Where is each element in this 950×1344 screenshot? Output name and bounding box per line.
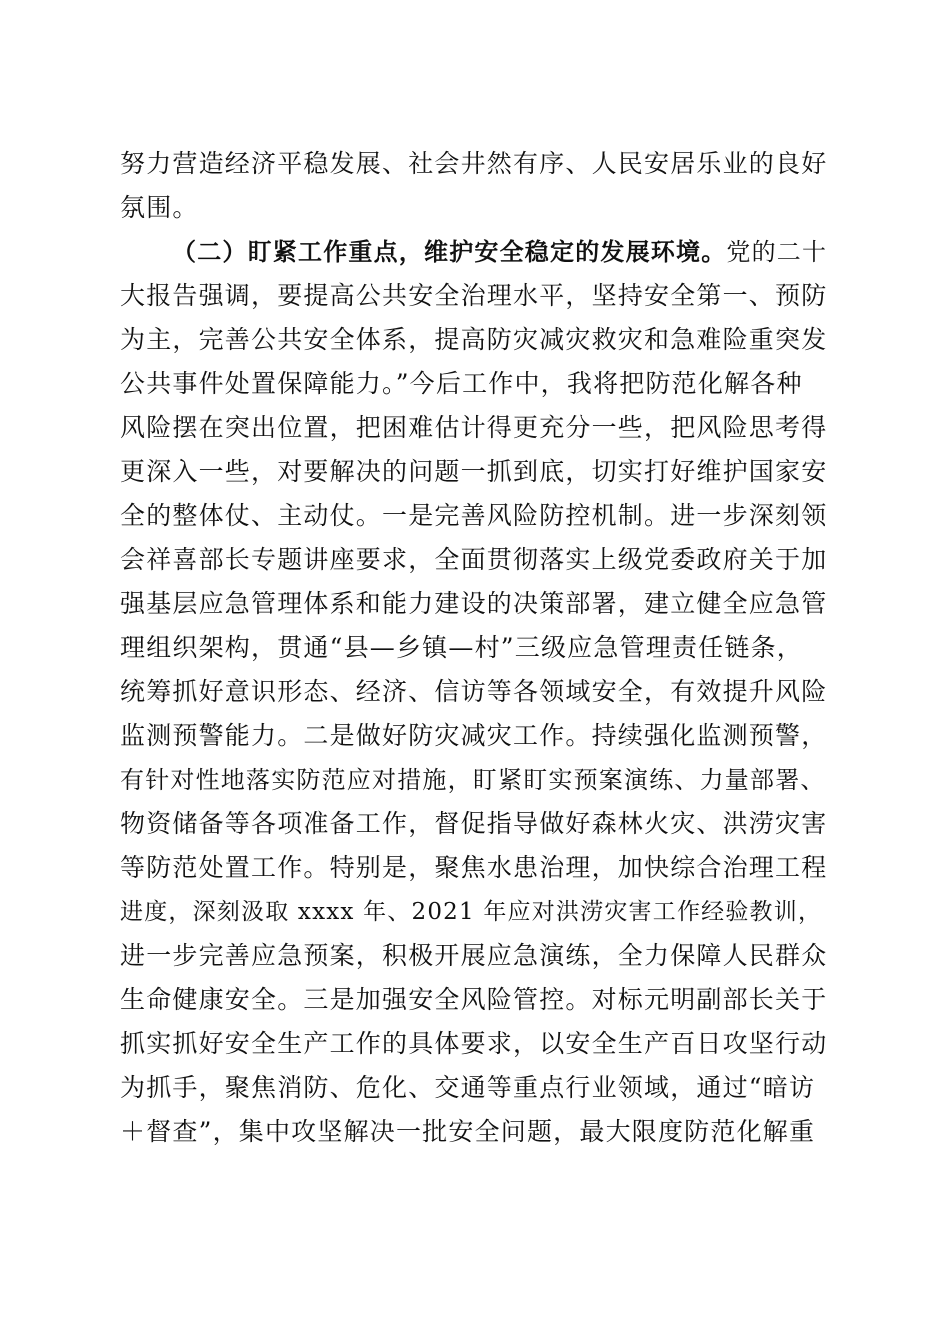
section-heading-line	[172, 230, 830, 274]
text-line: 理组织架构，贯通“县—乡镇—村”三级应急管理责任链条，	[120, 633, 803, 662]
text-line: 监测预警能力。二是做好防灾减灾工作。持续强化监测预警，	[120, 721, 828, 750]
text-line: 进一步完善应急预案，积极开展应急演练，全力保障人民群众	[120, 941, 828, 970]
text-line: ＋督查”，集中攻坚解决一批安全问题，最大限度防范化解重	[120, 1117, 816, 1146]
text-line: 进度，深刻汲取 xxxx 年、2021 年应对洪涝灾害工作经验教训，	[120, 899, 823, 925]
text-line: 强基层应急管理体系和能力建设的决策部署，建立健全应急管	[120, 589, 828, 618]
text-line: 更深入一些，对要解决的问题一抓到底，切实打好维护国家安	[120, 457, 828, 486]
text-line: 为主，完善公共安全体系，提高防灾减灾救灾和急难险重突发	[120, 325, 828, 354]
text-line: 努力营造经济平稳发展、社会井然有序、人民安居乐业的良好	[120, 149, 828, 178]
text-line: 物资储备等各项准备工作，督促指导做好森林火灾、洪涝灾害	[120, 809, 828, 838]
text-line: 会祥喜部长专题讲座要求，全面贯彻落实上级党委政府关于加	[120, 545, 828, 574]
text-line: 大报告强调，要提高公共安全治理水平，坚持安全第一、预防	[120, 281, 828, 310]
text-line: 公共事件处置保障能力。”今后工作中，我将把防范化解各种	[120, 369, 803, 398]
section-heading: （二）盯紧工作重点，维护安全稳定的发展环境。	[172, 237, 727, 266]
text-line: 氛围。	[120, 193, 199, 222]
text-line: 统筹抓好意识形态、经济、信访等各领域安全，有效提升风险	[120, 677, 828, 706]
text-line: 等防范处置工作。特别是，聚焦水患治理，加快综合治理工程	[120, 853, 828, 882]
text-line: 为抓手，聚焦消防、危化、交通等重点行业领域，通过“暗访	[120, 1073, 816, 1102]
text-line: 风险摆在突出位置，把困难估计得更充分一些，把风险思考得	[120, 413, 828, 442]
text-line: 有针对性地落实防范应对措施，盯紧盯实预案演练、力量部署、	[120, 766, 826, 794]
text-line: 生命健康安全。三是加强安全风险管控。对标元明副部长关于	[120, 985, 828, 1014]
text-line: 抓实抓好安全生产工作的具体要求，以安全生产百日攻坚行动	[120, 1029, 828, 1058]
text-line: 全的整体仗、主动仗。一是完善风险防控机制。进一步深刻领	[120, 501, 828, 530]
heading-line-text: 党的二十	[726, 238, 828, 266]
